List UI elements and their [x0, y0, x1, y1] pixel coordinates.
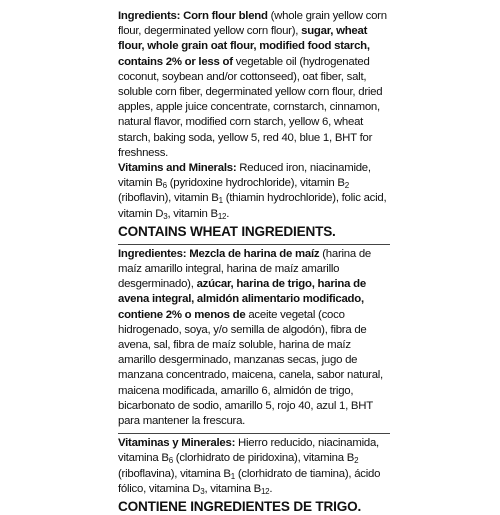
vitamins-en-text: Reduced iron, niacinamide, vitamin $B_6$ (pyridoxine hydrochloride), vitamin $B_2$ (riboflavin), vitamin $B_1$ (thiamin hydrochloride), folic acid, vitamin $D_3$, vitamin $B_{12}$.: [118, 162, 387, 221]
bold-run: sugar, wheat flour, whole grain oat flour, modified food starch, contains 2% or less of: [118, 25, 370, 68]
subscript: 6: [162, 181, 167, 191]
ingredients-en: [118, 9, 390, 161]
ingredients-es-heading: Ingredientes:: [118, 247, 187, 260]
subscript: 6: [168, 456, 173, 466]
subscript: 2: [344, 181, 349, 191]
ingredients-label-panel: [118, 9, 390, 515]
vitamins-es-heading: Vitaminas y Minerales:: [118, 437, 236, 450]
subscript: 2: [354, 456, 359, 466]
vitamins-en: [118, 161, 390, 222]
ingredients-en-heading: Ingredients:: [118, 10, 181, 22]
subscript: 1: [230, 471, 235, 481]
subscript: 12: [217, 211, 227, 221]
subscript: 12: [260, 486, 270, 496]
ingredients-es: [118, 247, 390, 429]
section-divider-2: [118, 433, 390, 434]
allergen-warning-en: CONTAINS WHEAT INGREDIENTS.: [118, 223, 336, 239]
subscript: 1: [218, 196, 223, 206]
ingredients-es-text: Mezcla de harina de maíz (harina de maíz amarillo integral, harina de maíz amarillo desgerminado), azúcar, harina de trigo, harina de avena integral, almidón alimentario modificado, contiene 2% o menos de aceite vegetal (coco hidrogenado, soya, y/o semilla de algodón), fibra de avena, sal, fibra de maíz soluble, harina de maíz amarillo desgerminado, manzanas secas, jugo de manzana concentrado, maicena, canela, sabor natural, maicena modificada, amarillo 6, almidón de trigo, bicarbonato de sodio, amarillo 5, rojo 40, azul 1, BHT para mantener la frescura.: [118, 247, 383, 428]
bold-run: Mezcla de harina de maíz: [189, 247, 320, 260]
allergen-warning-es: CONTIENE INGREDIENTES DE TRIGO.: [118, 499, 362, 515]
subscript: 3: [200, 486, 205, 496]
vitamins-es-text: Hierro reducido, niacinamida, vitamina $B_6$ (clorhidrato de piridoxina), vitamina $B_2$ (riboflavina), vitamina $B_1$ (clorhidrato de tiamina), ácido fólico, vitamina $D_3$, vitamina $B_{12}$.: [118, 437, 381, 496]
subscript: 3: [163, 211, 168, 221]
bold-run: Corn flour blend: [183, 10, 268, 22]
bold-run: azúcar, harina de trigo, harina de avena integral, almidón alimentario modificado, contiene 2% o menos de: [118, 278, 366, 321]
section-divider: [118, 244, 390, 245]
ingredients-en-text: Corn flour blend (whole grain yellow corn flour, degerminated yellow corn flour), sugar, wheat flour, whole grain oat flour, modified food starch, contains 2% or less of vegetable oil (hydrogenated coconut, soybean and/or cottonseed), oat fiber, salt, soluble corn fiber, degerminated yellow corn flour, dried apples, apple juice concentrate, cornstarch, cinnamon, natural flavor, modified corn starch, yellow 6, wheat starch, baking soda, yellow 5, red 40, blue 1, BHT for freshness.: [118, 10, 387, 159]
vitamins-es: [118, 436, 390, 497]
vitamins-en-heading: Vitamins and Minerals:: [118, 162, 237, 175]
